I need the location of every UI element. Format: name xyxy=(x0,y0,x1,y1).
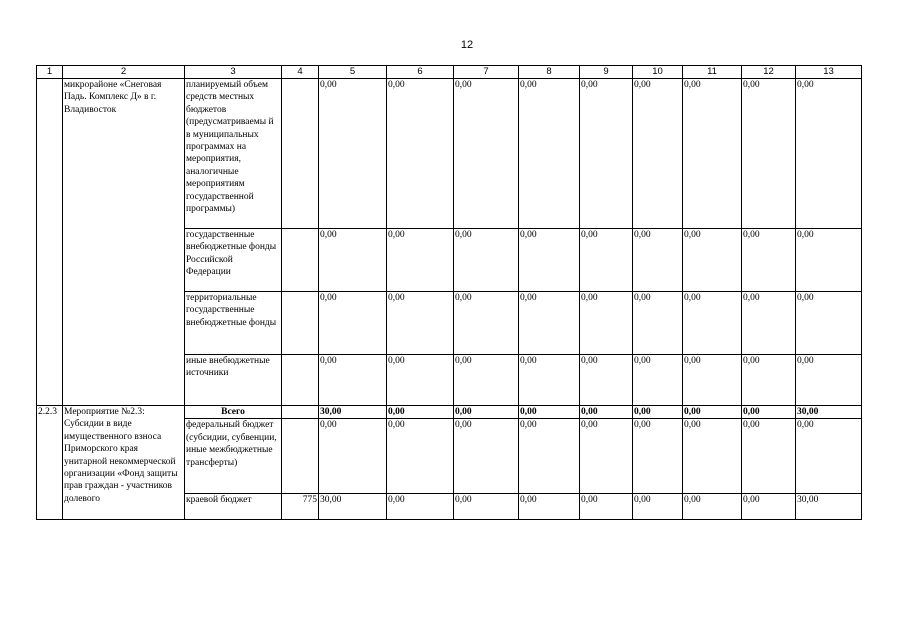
header-cell: 6 xyxy=(387,66,454,79)
value-cell: 0,00 xyxy=(580,355,633,406)
value-cell: 0,00 xyxy=(319,79,387,229)
header-cell: 1 xyxy=(37,66,63,79)
header-cell: 7 xyxy=(454,66,519,79)
funding-source: Всего xyxy=(185,406,282,419)
page-number: 12 xyxy=(460,39,474,51)
budget-code xyxy=(282,229,319,292)
funding-source: государственные внебюджетные фонды Российской Федерации xyxy=(185,229,282,292)
value-cell: 0,00 xyxy=(580,494,633,520)
value-cell: 0,00 xyxy=(796,419,862,494)
activity-number: 2.2.3 xyxy=(37,406,63,520)
value-cell: 0,00 xyxy=(580,229,633,292)
value-cell: 0,00 xyxy=(387,419,454,494)
value-cell: 0,00 xyxy=(387,355,454,406)
header-row xyxy=(37,66,862,79)
value-cell: 0,00 xyxy=(519,292,580,355)
value-cell: 0,00 xyxy=(683,406,742,419)
value-cell: 0,00 xyxy=(683,419,742,494)
value-cell: 0,00 xyxy=(387,406,454,419)
value-cell: 0,00 xyxy=(742,292,796,355)
value-cell: 0,00 xyxy=(742,79,796,229)
header-cell: 11 xyxy=(683,66,742,79)
value-cell: 0,00 xyxy=(742,229,796,292)
budget-code xyxy=(282,292,319,355)
budget-table xyxy=(36,65,862,520)
funding-source: федеральный бюджет (субсидии, субвенции, иные межбюджетные трансферты) xyxy=(185,419,282,494)
funding-source: планируемый объем средств местных бюджетов (предусматриваемы й в муниципальных программах на мероприятия, аналогичные мероприятиям государственной программы) xyxy=(185,79,282,229)
value-cell: 0,00 xyxy=(683,292,742,355)
value-cell: 0,00 xyxy=(387,79,454,229)
value-cell: 0,00 xyxy=(454,494,519,520)
value-cell: 0,00 xyxy=(683,229,742,292)
budget-code xyxy=(282,79,319,229)
header-cell: 2 xyxy=(63,66,185,79)
value-cell: 0,00 xyxy=(580,292,633,355)
value-cell: 0,00 xyxy=(683,355,742,406)
value-cell: 0,00 xyxy=(683,79,742,229)
table-row-total xyxy=(37,406,862,419)
value-cell: 0,00 xyxy=(580,406,633,419)
value-cell: 0,00 xyxy=(796,229,862,292)
value-cell: 0,00 xyxy=(742,406,796,419)
header-cell: 12 xyxy=(742,66,796,79)
value-cell: 30,00 xyxy=(319,406,387,419)
value-cell: 0,00 xyxy=(519,229,580,292)
value-cell: 0,00 xyxy=(319,229,387,292)
budget-code xyxy=(282,419,319,494)
value-cell: 0,00 xyxy=(454,79,519,229)
value-cell: 0,00 xyxy=(633,355,683,406)
funding-source: краевой бюджет xyxy=(185,494,282,520)
funding-source: территориальные государственные внебюджетные фонды xyxy=(185,292,282,355)
value-cell: 30,00 xyxy=(319,494,387,520)
value-cell: 0,00 xyxy=(633,406,683,419)
value-cell: 0,00 xyxy=(796,355,862,406)
value-cell: 0,00 xyxy=(742,494,796,520)
budget-code: 775 xyxy=(282,494,319,520)
value-cell: 0,00 xyxy=(796,292,862,355)
header-cell: 10 xyxy=(633,66,683,79)
header-cell: 9 xyxy=(580,66,633,79)
value-cell: 0,00 xyxy=(454,229,519,292)
value-cell: 0,00 xyxy=(633,229,683,292)
value-cell: 0,00 xyxy=(580,79,633,229)
value-cell: 0,00 xyxy=(633,494,683,520)
table-row xyxy=(37,79,862,229)
value-cell: 0,00 xyxy=(519,355,580,406)
value-cell: 0,00 xyxy=(387,229,454,292)
value-cell: 0,00 xyxy=(633,79,683,229)
value-cell: 0,00 xyxy=(796,79,862,229)
value-cell: 30,00 xyxy=(796,494,862,520)
value-cell: 0,00 xyxy=(319,419,387,494)
activity-number xyxy=(37,79,63,406)
value-cell: 0,00 xyxy=(519,494,580,520)
value-cell: 0,00 xyxy=(633,419,683,494)
funding-source: иные внебюджетные источники xyxy=(185,355,282,406)
value-cell: 0,00 xyxy=(683,494,742,520)
value-cell: 0,00 xyxy=(319,355,387,406)
activity-name: Мероприятие №2.3: Субсидии в виде имущественного взноса Приморского края унитарной некоммерческой организации «Фонд защиты прав граждан - участников долевого xyxy=(63,406,185,520)
value-cell: 0,00 xyxy=(387,292,454,355)
value-cell: 0,00 xyxy=(387,494,454,520)
value-cell: 0,00 xyxy=(454,419,519,494)
value-cell: 0,00 xyxy=(580,419,633,494)
header-cell: 13 xyxy=(796,66,862,79)
value-cell: 0,00 xyxy=(519,406,580,419)
value-cell: 0,00 xyxy=(454,355,519,406)
header-cell: 4 xyxy=(282,66,319,79)
value-cell: 0,00 xyxy=(742,355,796,406)
budget-code xyxy=(282,406,319,419)
header-cell: 5 xyxy=(319,66,387,79)
header-cell: 8 xyxy=(519,66,580,79)
value-cell: 0,00 xyxy=(319,292,387,355)
header-cell: 3 xyxy=(185,66,282,79)
budget-code xyxy=(282,355,319,406)
value-cell: 30,00 xyxy=(796,406,862,419)
value-cell: 0,00 xyxy=(454,292,519,355)
value-cell: 0,00 xyxy=(633,292,683,355)
value-cell: 0,00 xyxy=(519,419,580,494)
activity-name: микрорайоне «Снеговая Падь. Комплекс Д» в г. Владивосток xyxy=(63,79,185,406)
value-cell: 0,00 xyxy=(454,406,519,419)
value-cell: 0,00 xyxy=(742,419,796,494)
value-cell: 0,00 xyxy=(519,79,580,229)
